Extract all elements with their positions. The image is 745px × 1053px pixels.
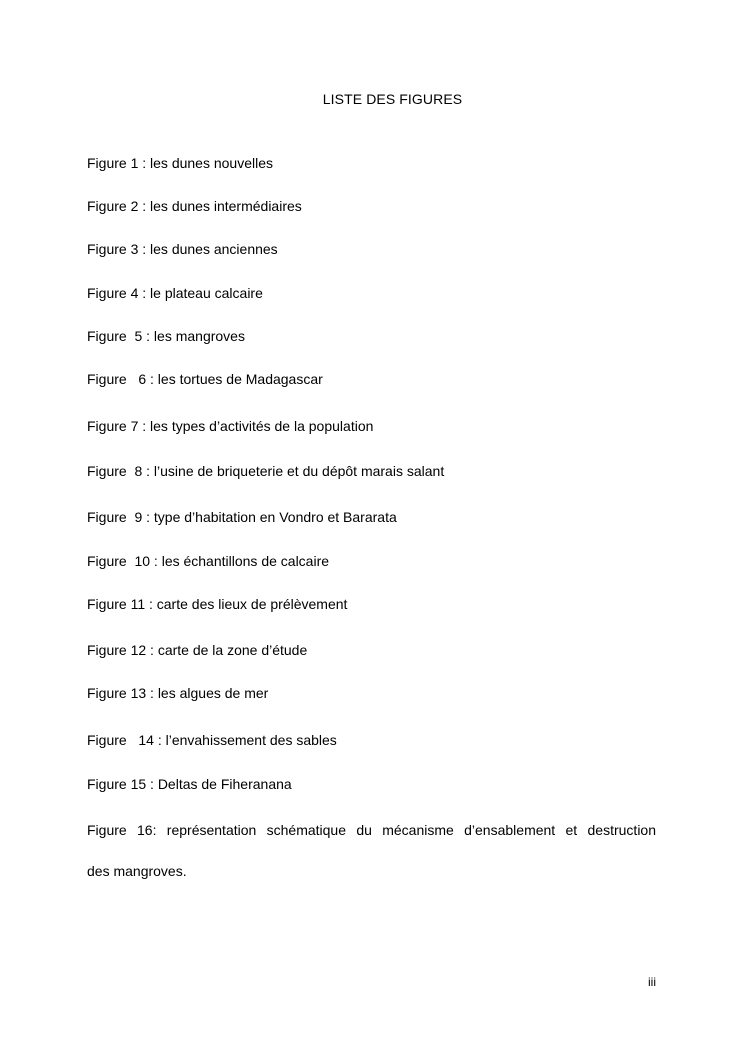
figure-entry-12: Figure 12 : carte de la zone d’étude <box>87 642 308 658</box>
figure-entry-16-line-2: des mangroves. <box>87 863 187 879</box>
figure-entry-13: Figure 13 : les algues de mer <box>87 685 269 701</box>
page-number: iii <box>648 975 656 989</box>
figure-entry-15: Figure 15 : Deltas de Fiheranana <box>87 776 292 792</box>
figure-entry-6: Figure 6 : les tortues de Madagascar <box>87 371 323 387</box>
figure-entry-11: Figure 11 : carte des lieux de prélèvement <box>87 596 348 612</box>
figure-entry-16 <box>87 821 656 880</box>
figure-entry-8: Figure 8 : l’usine de briqueterie et du dépôt marais salant <box>87 463 445 479</box>
figure-entry-10: Figure 10 : les échantillons de calcaire <box>87 553 330 569</box>
figure-entry-14: Figure 14 : l’envahissement des sables <box>87 732 337 748</box>
figure-entry-5: Figure 5 : les mangroves <box>87 328 245 344</box>
figure-entry-4: Figure 4 : le plateau calcaire <box>87 285 263 301</box>
figure-entry-1: Figure 1 : les dunes nouvelles <box>87 155 273 171</box>
figure-entry-3: Figure 3 : les dunes anciennes <box>87 241 278 257</box>
page-title: LISTE DES FIGURES <box>322 91 463 107</box>
figure-entry-9: Figure 9 : type d’habitation en Vondro et Bararata <box>87 509 397 525</box>
figure-entry-7: Figure 7 : les types d’activités de la population <box>87 418 374 434</box>
figure-entry-16-line-1: Figure 16: représentation schématique du mécanisme d’ensablement et destruction <box>87 822 656 838</box>
figure-entry-2: Figure 2 : les dunes intermédiaires <box>87 198 302 214</box>
